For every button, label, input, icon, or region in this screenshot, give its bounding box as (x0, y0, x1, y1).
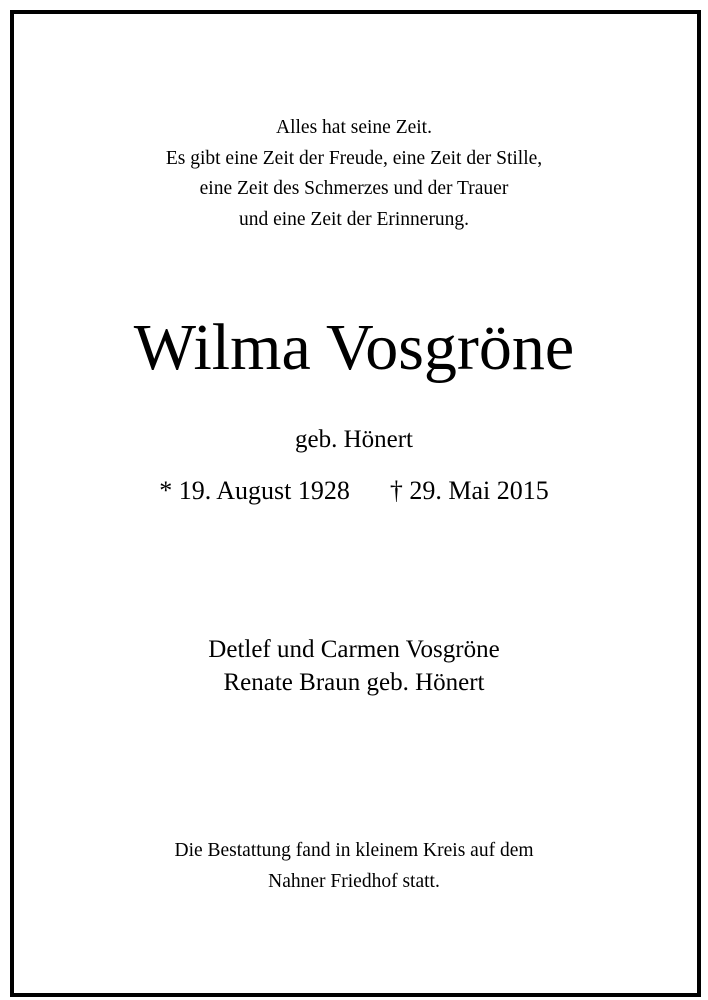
death-date: † 29. Mai 2015 (389, 476, 549, 505)
opening-verse (0, 113, 708, 235)
mourners-list (0, 633, 708, 699)
life-dates (0, 474, 708, 508)
notice-line: Die Bestattung fand in kleinem Kreis auf dem (174, 840, 534, 861)
mourner-line: Renate Braun geb. Hönert (223, 669, 485, 696)
deceased-birth-name: geb. Hönert (294, 426, 414, 453)
verse-line: und eine Zeit der Erinnerung. (238, 208, 470, 230)
birth-date: * 19. August 1928 (159, 476, 350, 505)
notice-line: Nahner Friedhof statt. (268, 870, 440, 892)
deceased-name: Wilma Vosgröne (133, 311, 575, 384)
verse-line: Es gibt eine Zeit der Freude, eine Zeit der Stille, (165, 147, 543, 169)
verse-line: eine Zeit des Schmerzes und der Trauer (199, 178, 509, 199)
funeral-notice (0, 836, 708, 897)
mourner-line: Detlef und Carmen Vosgröne (208, 636, 500, 663)
verse-line: Alles hat seine Zeit. (276, 117, 432, 138)
